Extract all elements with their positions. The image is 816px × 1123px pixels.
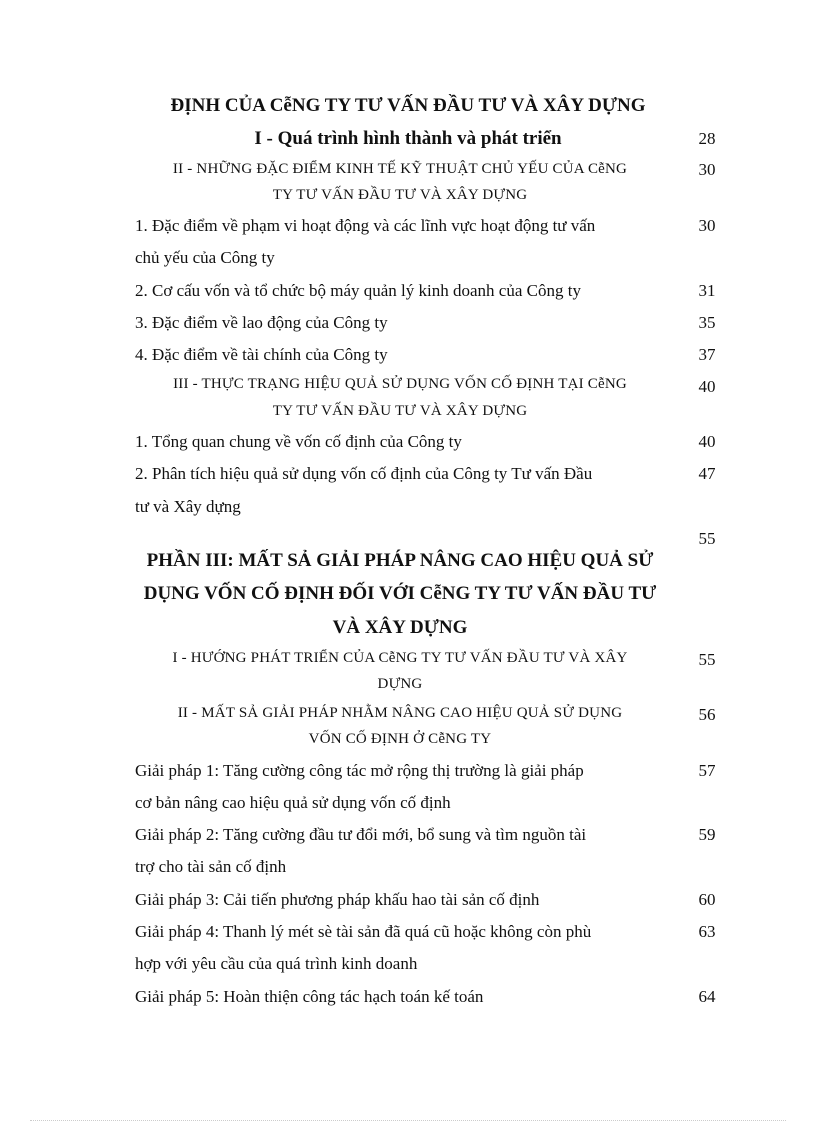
- page-number: 35: [698, 313, 716, 332]
- toc-entry: Giải pháp 4: Thanh lý mét sè tài sản đã quá cũ hoặc không còn phù: [135, 922, 592, 941]
- page-number: 40: [698, 432, 716, 451]
- toc-entry: 4. Đặc điểm về tài chính của Công ty: [135, 345, 388, 364]
- section-title-cont: TY TƯ VẤN ĐẦU TƯ VÀ XÂY DỰNG: [272, 187, 528, 203]
- toc-entry-cont: tư và Xây dựng: [135, 497, 241, 516]
- page-number: 28: [698, 129, 716, 148]
- page-number: 59: [698, 825, 716, 844]
- toc-entry-cont: hợp với yêu cầu của quá trình kinh doanh: [135, 954, 418, 973]
- toc-entry: Giải pháp 1: Tăng cường công tác mở rộng thị trường là giải pháp: [135, 761, 584, 780]
- page-number: 30: [698, 216, 716, 235]
- section-title: I - Quá trình hình thành và phát triển: [254, 128, 562, 149]
- part-title: PHẦN III: MẤT SẢ GIẢI PHÁP NÂNG CAO HIỆU QUẢ SỬ: [146, 550, 654, 571]
- toc-entry: Giải pháp 3: Cải tiến phương pháp khấu hao tài sản cố định: [135, 890, 540, 909]
- section-title: II - MẤT SẢ GIẢI PHÁP NHẰM NÂNG CAO HIỆU QUẢ SỬ DỤNG: [177, 705, 623, 721]
- heading-continuation: ĐỊNH CỦA CễNG TY TƯ VẤN ĐẦU TƯ VÀ XÂY DỰNG: [170, 95, 646, 116]
- toc-entry: 1. Đặc điểm về phạm vi hoạt động và các lĩnh vực hoạt động tư vấn: [135, 216, 596, 235]
- page-number: 55: [698, 529, 716, 548]
- page-number: 30: [698, 160, 716, 179]
- page-number: 37: [698, 345, 716, 364]
- section-title-cont: TY TƯ VẤN ĐẦU TƯ VÀ XÂY DỰNG: [272, 403, 528, 419]
- toc-entry: 3. Đặc điểm về lao động của Công ty: [135, 313, 388, 332]
- toc-entry: 2. Cơ cấu vốn và tổ chức bộ máy quản lý kinh doanh của Công ty: [135, 281, 581, 300]
- toc-entry: Giải pháp 2: Tăng cường đầu tư đổi mới, bổ sung và tìm nguồn tài: [135, 825, 587, 844]
- page-number: 55: [698, 650, 716, 669]
- page-number: 57: [698, 761, 716, 780]
- toc-entry: 2. Phân tích hiệu quả sử dụng vốn cố định của Công ty Tư vấn Đầu: [135, 464, 593, 483]
- page-number: 56: [698, 705, 716, 724]
- toc-entry-cont: cơ bản nâng cao hiệu quả sử dụng vốn cố định: [135, 793, 451, 812]
- toc-entry: 1. Tổng quan chung về vốn cố định của Công ty: [135, 432, 462, 451]
- page-number: 40: [698, 377, 716, 396]
- section-title: III - THỰC TRẠNG HIỆU QUẢ SỬ DỤNG VỐN CỐ ĐỊNH TẠI CễNG: [173, 376, 627, 392]
- section-title-cont: VỐN CỐ ĐỊNH Ở CễNG TY: [308, 731, 492, 747]
- page-number: 64: [698, 987, 716, 1006]
- section-title: II - NHỮNG ĐẶC ĐIỂM KINH TẾ KỸ THUẬT CHỦ YẾU CỦA CễNG: [172, 161, 628, 177]
- part-title-cont: DỤNG VỐN CỐ ĐỊNH ĐỐI VỚI CễNG TY TƯ VẤN ĐẦU TƯ: [143, 583, 657, 604]
- page-bottom-rule: [30, 1120, 786, 1121]
- toc-entry: Giải pháp 5: Hoàn thiện công tác hạch toán kế toán: [135, 987, 484, 1006]
- page-number: 60: [698, 890, 716, 909]
- page-number: 47: [698, 464, 716, 483]
- page-number: 31: [698, 281, 716, 300]
- page-number: 63: [698, 922, 716, 941]
- part-title-cont: VÀ XÂY DỰNG: [332, 617, 468, 638]
- section-title-cont: DỰNG: [377, 676, 423, 692]
- toc-entry-cont: chủ yếu của Công ty: [135, 248, 275, 267]
- toc-entry-cont: trợ cho tài sản cố định: [135, 857, 287, 876]
- section-title: I - HƯỚNG PHÁT TRIỂN CỦA CễNG TY TƯ VẤN ĐẦU TƯ VÀ XÂY: [172, 650, 628, 666]
